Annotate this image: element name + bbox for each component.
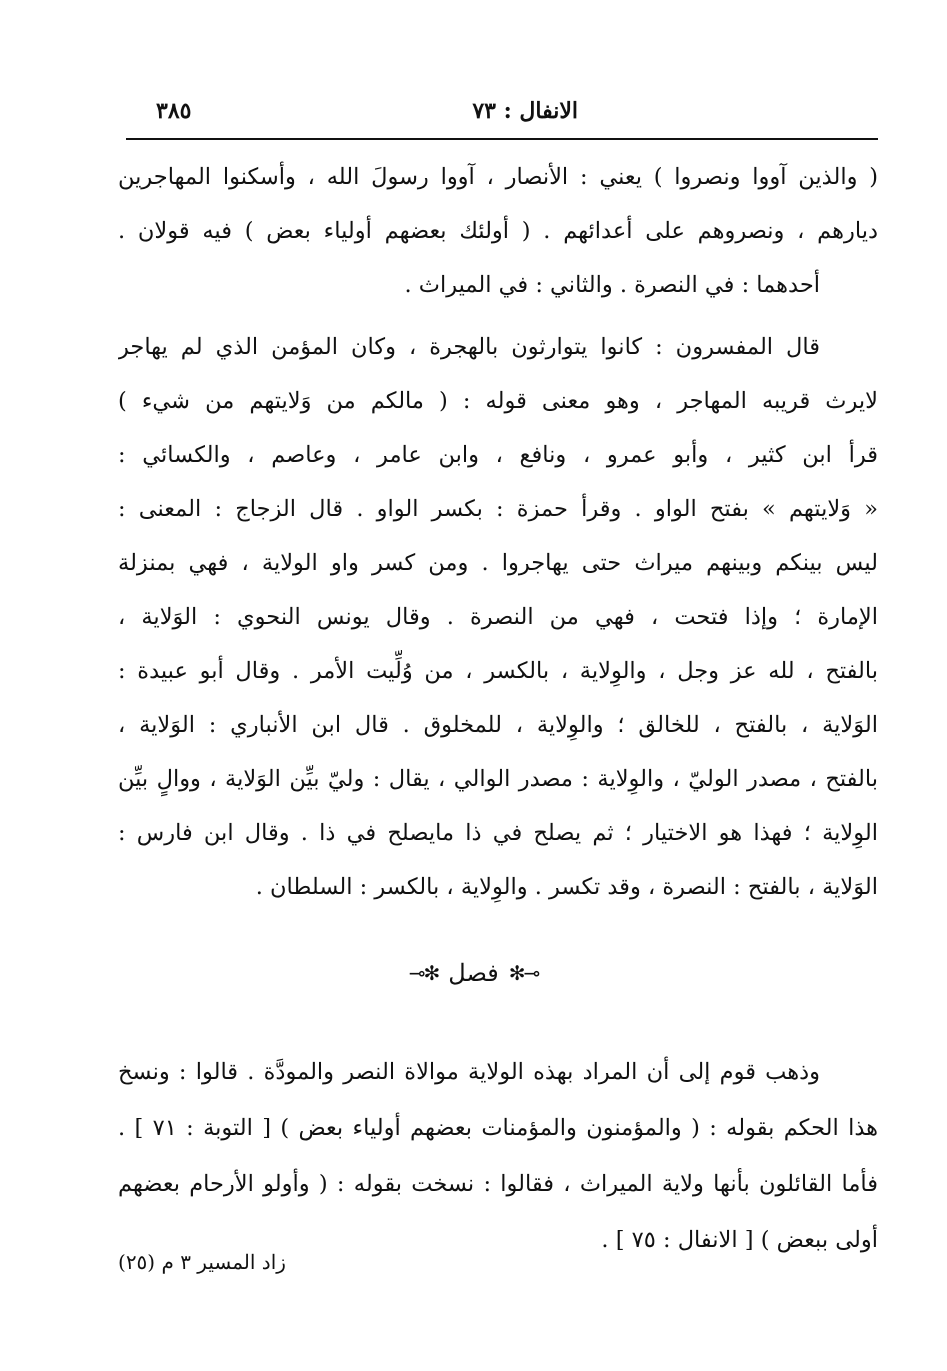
text-line: لايرث قريبه المهاجر ، وهو معنى قوله : ( مالكم من وَلايتهم من شيء ) xyxy=(118,388,878,414)
text-line: الوِلاية ؛ فهذا هو الاختيار ؛ ثم يصلح في ذا مايصلح في ذا . وقال ابن فارس : xyxy=(118,820,878,846)
header-rule xyxy=(126,138,878,140)
text-line: ديارهم ، ونصروهم على أعدائهم . ( أولئك بعضهم أولياء بعض ) فيه قولان . xyxy=(118,218,878,244)
chapter-reference: الانفال : ٧٣ xyxy=(472,98,578,124)
ornament-left-icon: ✻⟜ xyxy=(408,961,439,985)
page-number: ٣٨٥ xyxy=(156,98,192,124)
text-line: وذهب قوم إلى أن المراد بهذه الولاية موالاة النصر والمودَّة . قالوا : ونسخ xyxy=(118,1059,820,1085)
text-line: الوَلاية ، بالفتح : النصرة ، وقد تكسر . والوِلاية ، بالكسر : السلطان . xyxy=(255,874,878,900)
paragraph-2 xyxy=(118,320,878,914)
text-line: أحدهما : في النصرة . والثاني : في الميراث . xyxy=(404,272,820,298)
text-line: ( والذين آووا ونصروا ) يعني : الأنصار ، آووا رسولَ الله ، وأسكنوا المهاجرين xyxy=(118,164,878,190)
text-line: أولى ببعض ) [ الانفال : ٧٥ ] . xyxy=(601,1227,878,1253)
text-line: « وَلايتهم » بفتح الواو . وقرأ حمزة : بكسر الواو . قال الزجاج : المعنى : xyxy=(118,496,878,522)
paragraph-3 xyxy=(118,1044,878,1268)
section-divider xyxy=(0,948,947,998)
text-line: ليس بينكم وبينهم ميراث حتى يهاجروا . ومن كسر واو الولاية ، فهي بمنزلة xyxy=(118,550,878,576)
text-line: قرأ ابن كثير ، وأبو عمرو ، ونافع ، وابن عامر ، وعاصم ، والكسائي : xyxy=(118,442,878,468)
running-header xyxy=(126,98,878,132)
text-line: الوَلاية ، بالفتح ، للخالق ؛ والوِلاية ، للمخلوق . قال ابن الأنباري : الوَلاية ، xyxy=(118,712,878,738)
text-line: بالفتح ، لله عز وجل ، والوِلاية ، بالكسر ، من وُلِّيت الأمر . وقال أبو عبيدة : xyxy=(118,658,878,684)
paragraph-1 xyxy=(118,150,878,312)
text-line: بالفتح ، مصدر الوليّ ، والوِلاية : مصدر الوالي ، يقال : وليّ بيِّن الوَلاية ، ووالٍ بيِّن xyxy=(118,766,878,792)
section-heading: فصل xyxy=(448,959,499,987)
text-line: الإمارة ؛ وإذا فتحت ، فهي من النصرة . وقال يونس النحوي : الوَلاية ، xyxy=(118,604,878,630)
ornament-right-icon: ⊸✻ xyxy=(508,961,539,985)
text-line: قال المفسرون : كانوا يتوارثون بالهجرة ، وكان المؤمن الذي لم يهاجر xyxy=(118,334,820,360)
text-line: فأما القائلون بأنها ولاية الميراث ، فقالوا : نسخت بقوله : ( وأولو الأرحام بعضهم xyxy=(118,1171,878,1197)
text-line: هذا الحكم بقوله : ( والمؤمنون والمؤمنات بعضهم أولياء بعض ) [ التوبة : ٧١ ] . xyxy=(118,1115,878,1141)
footer-signature: زاد المسير ٣ م (٢٥) xyxy=(118,1250,286,1274)
